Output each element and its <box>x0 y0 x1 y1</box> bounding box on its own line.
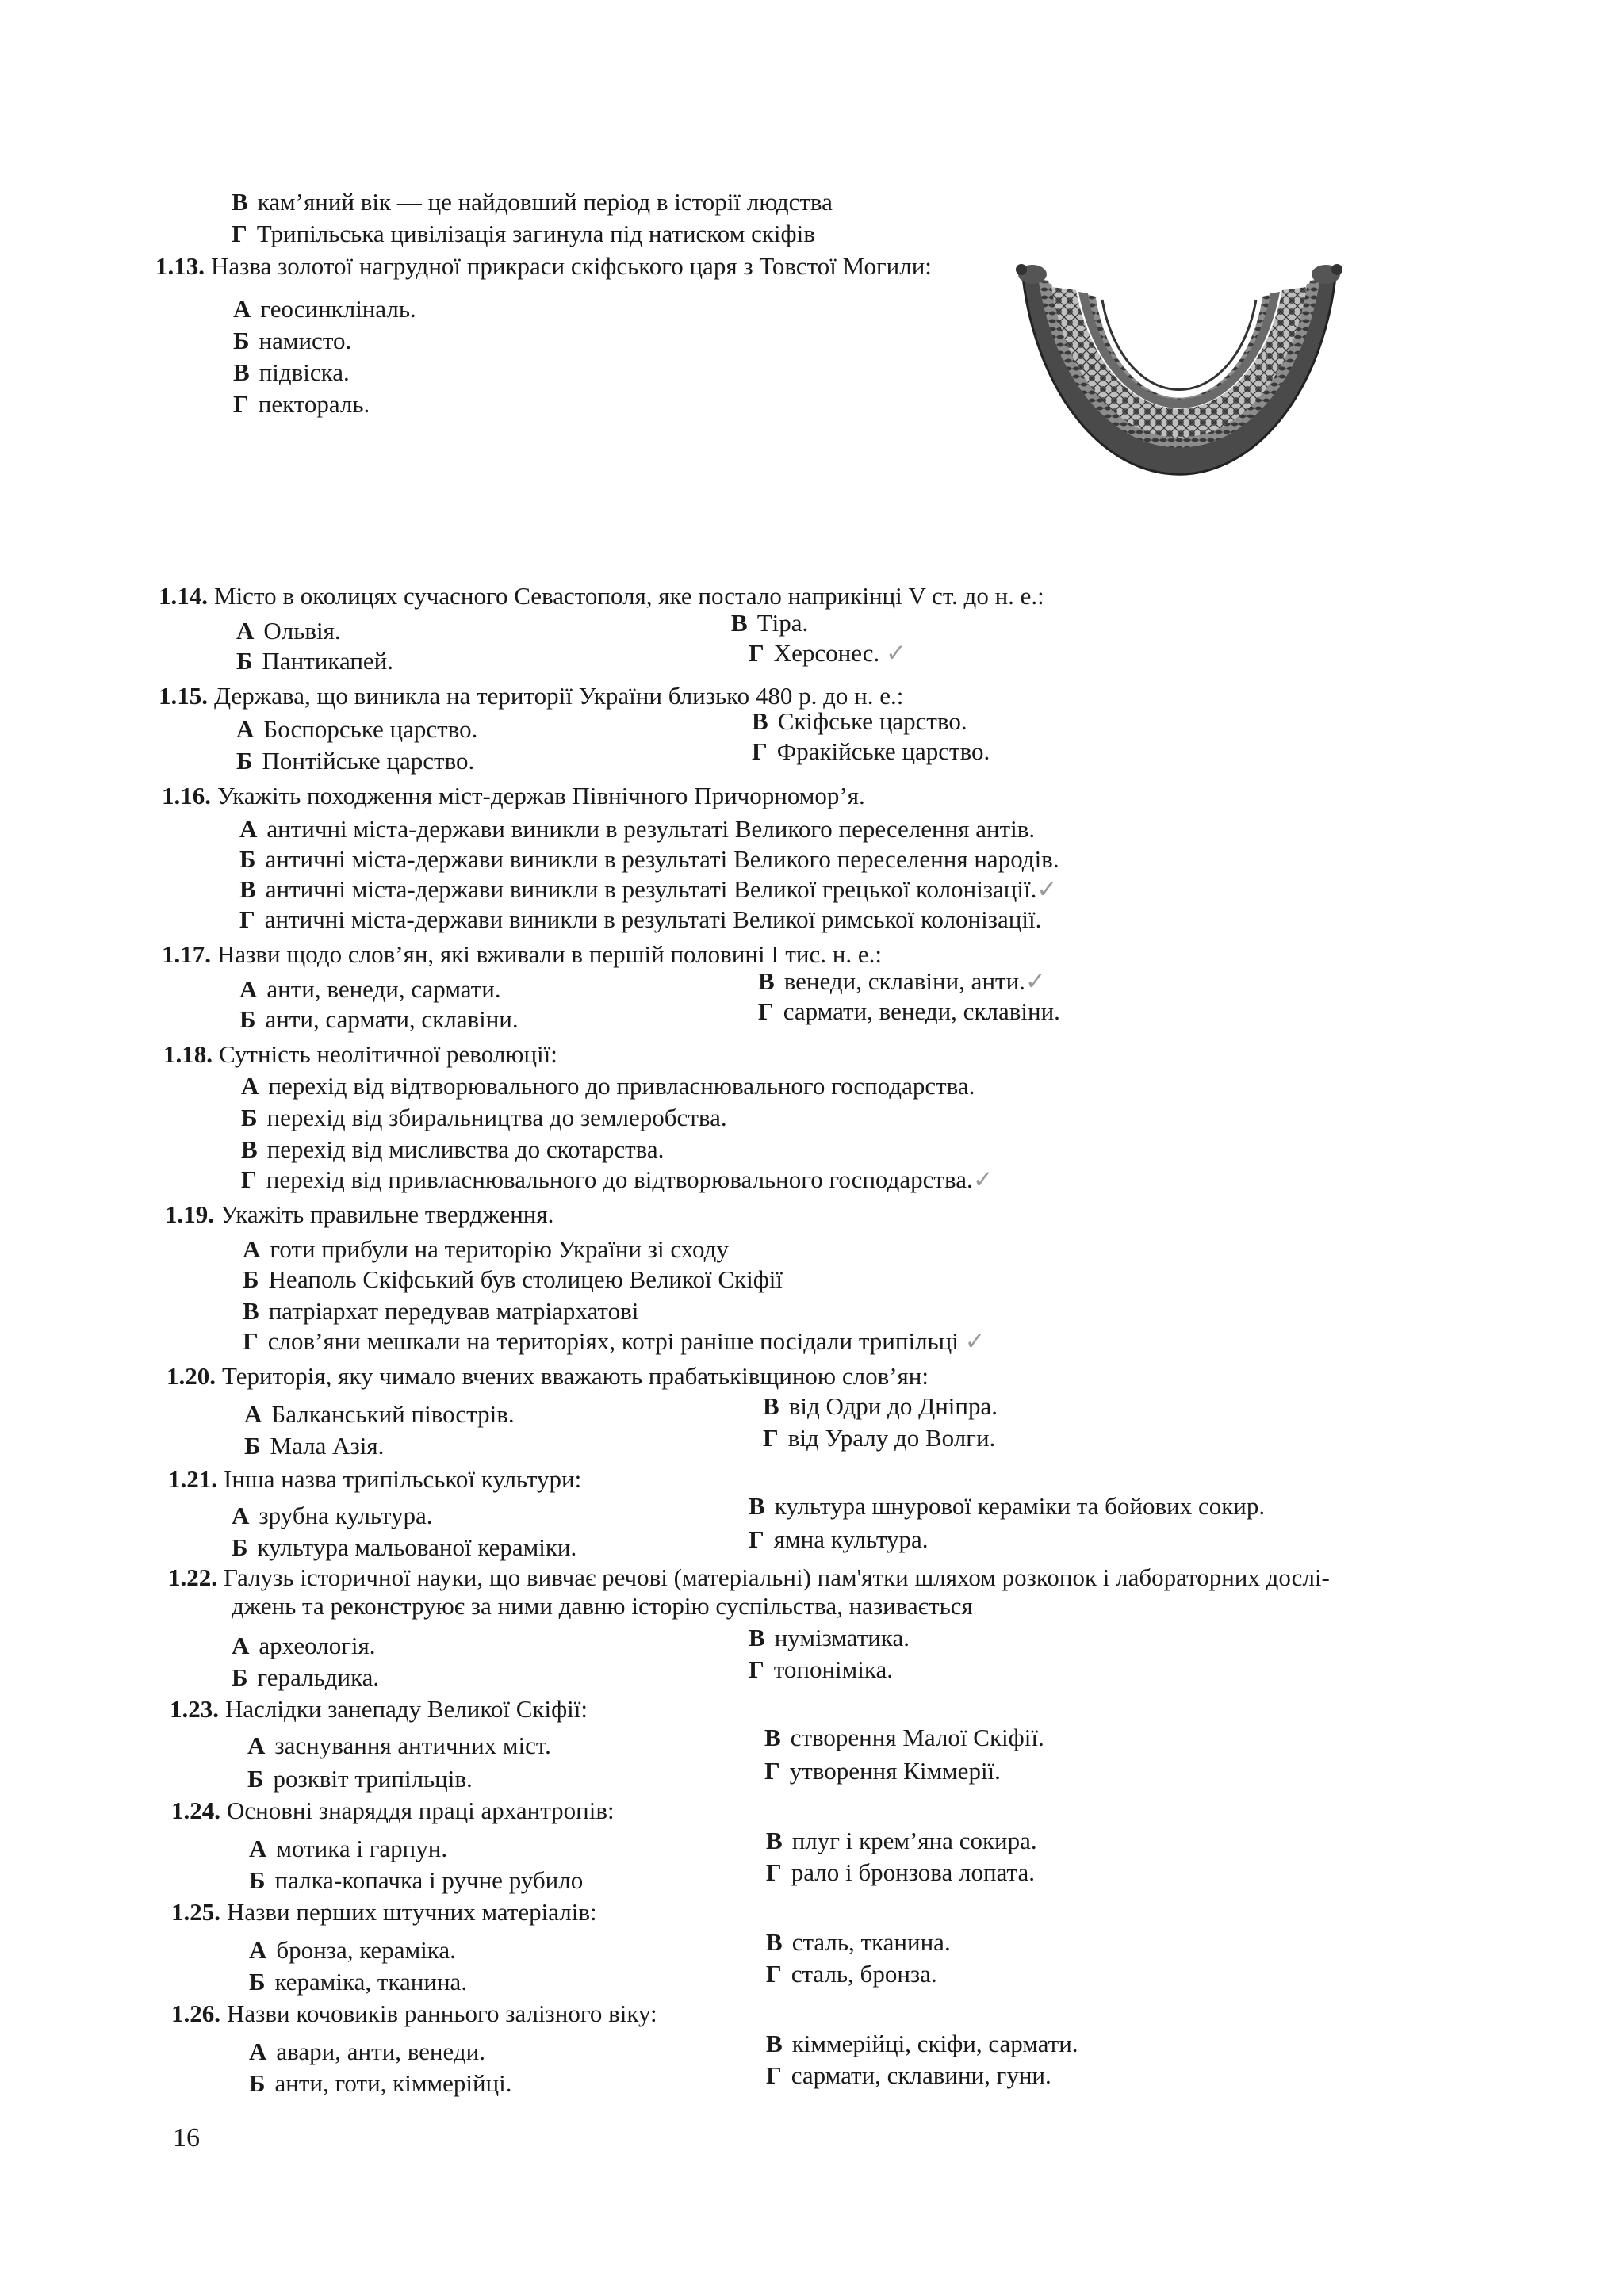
option-line <box>249 1868 583 1892</box>
option-text: Мала Азія. <box>270 1432 385 1460</box>
option-text: перехід від відтворювального до привласнювального господарства. <box>268 1072 975 1100</box>
option-text: сталь, бронза. <box>791 1960 937 1988</box>
option-letter: Г <box>766 1960 782 1988</box>
question-number: 1.13. <box>155 252 205 280</box>
option-line <box>243 1329 986 1353</box>
option-text: Скіфське царство. <box>777 707 967 735</box>
option-text: нумізматика. <box>774 1624 910 1651</box>
option-line <box>243 1267 783 1292</box>
option-letter: Б <box>241 1104 258 1131</box>
option-line <box>233 297 416 321</box>
option-text: розквіт трипільців. <box>273 1765 473 1793</box>
question-text: Територія, яку чимало вчених вважають прабатьківщиною слов’ян: <box>222 1362 929 1390</box>
option-line <box>249 2039 485 2064</box>
question-text: Держава, що виникла на території України близько 480 р. до н. е.: <box>214 682 904 710</box>
option-line <box>749 1657 893 1682</box>
question-1-15 <box>159 683 903 708</box>
page-number: 16 <box>173 2123 200 2152</box>
question-text: Інша назва трипільської культури: <box>224 1465 582 1493</box>
question-number: 1.24. <box>171 1797 220 1824</box>
question-text: Укажіть правильне твердження. <box>220 1200 554 1228</box>
question-number: 1.22. <box>168 1563 217 1591</box>
option-text: створення Малої Скіфії. <box>790 1724 1044 1751</box>
option-text: геосинкліналь. <box>260 295 416 323</box>
option-text: Понтійське царство. <box>262 747 475 775</box>
option-line <box>232 1665 379 1689</box>
question-1-19 <box>165 1202 553 1226</box>
question-text: Назва золотої нагрудної прикраси скіфського царя з Товстої Могили: <box>211 252 932 280</box>
option-letter: А <box>247 1732 266 1759</box>
option-letter: В <box>243 1297 259 1325</box>
option-text: сталь, тканина. <box>791 1928 951 1956</box>
option-text: ямна культура. <box>773 1525 929 1553</box>
option-text: пектораль. <box>258 390 370 418</box>
option-text: Тіра. <box>756 609 809 637</box>
option-letter: В <box>232 188 248 216</box>
option-text: перехід від мисливства до скотарства. <box>266 1135 665 1163</box>
option-line <box>232 221 815 246</box>
check-mark-icon: ✓ <box>958 1327 986 1355</box>
question-number: 1.14. <box>159 582 208 610</box>
option-line <box>764 1725 1044 1750</box>
option-line <box>239 907 1041 932</box>
option-text: плуг і крем’яна сокира. <box>791 1827 1037 1854</box>
option-letter: А <box>232 1502 250 1529</box>
option-line <box>232 1535 576 1559</box>
question-1-21 <box>168 1467 581 1491</box>
option-line <box>766 1930 951 1954</box>
option-line <box>239 817 1035 841</box>
question-text: Наслідки занепаду Великої Скіфії: <box>225 1695 588 1723</box>
option-line <box>244 1402 515 1426</box>
option-line <box>766 1860 1035 1885</box>
option-letter: Б <box>239 845 256 873</box>
option-text: Фракійське царство. <box>776 737 990 765</box>
option-letter: Г <box>764 1757 780 1785</box>
option-text: мотика і гарпун. <box>276 1835 448 1862</box>
option-text: від Одри до Дніпра. <box>788 1392 998 1420</box>
option-letter: Г <box>752 737 768 765</box>
option-letter: Г <box>749 1525 764 1553</box>
option-letter: А <box>232 1632 250 1659</box>
option-text: заснування античних міст. <box>274 1732 551 1759</box>
option-letter: Г <box>233 390 249 418</box>
option-line <box>249 1938 456 1962</box>
option-letter: В <box>766 1928 783 1956</box>
option-letter: В <box>752 707 768 735</box>
check-mark-icon: ✓ <box>972 1165 994 1193</box>
option-letter: В <box>763 1392 779 1420</box>
option-line <box>239 877 1057 901</box>
option-text: античні міста-держави виникли в результаті Великої грецької колонізації. <box>265 875 1037 903</box>
option-text: анти, венеди, сармати. <box>266 975 501 1003</box>
option-text: Неаполь Скіфський був столицею Великої Скіфії <box>268 1265 783 1293</box>
option-text: намисто. <box>259 327 352 354</box>
option-text: бронза, кераміка. <box>276 1936 456 1964</box>
question-1-14 <box>159 584 1044 608</box>
option-text: Ольвія. <box>263 617 341 645</box>
option-letter: В <box>233 358 250 386</box>
option-letter: В <box>766 2030 783 2057</box>
option-letter: Б <box>233 327 250 354</box>
option-line <box>766 1961 937 1986</box>
option-line <box>236 748 474 773</box>
option-text: Трипільська цивілізація загинула під натиском скіфів <box>256 220 815 247</box>
option-letter: Б <box>244 1432 261 1460</box>
option-letter: В <box>749 1492 765 1520</box>
option-text: геральдика. <box>257 1663 380 1691</box>
question-1-16 <box>162 783 865 808</box>
option-letter: В <box>731 609 748 637</box>
question-1-25 <box>171 1900 597 1924</box>
option-letter: В <box>764 1724 781 1751</box>
option-letter: Б <box>232 1533 248 1561</box>
question-1-22 <box>168 1565 1330 1590</box>
option-letter: Б <box>249 1866 266 1894</box>
question-number: 1.25. <box>171 1898 220 1926</box>
question-number: 1.21. <box>168 1465 217 1493</box>
option-line <box>763 1394 998 1418</box>
option-text: рало і бронзова лопата. <box>791 1858 1035 1886</box>
option-text: кам’яний вік — це найдовший період в історії людства <box>257 188 833 216</box>
option-letter: Б <box>236 647 253 675</box>
question-1-17 <box>162 942 882 966</box>
option-letter: В <box>758 967 775 995</box>
option-line <box>766 2031 1078 2056</box>
question-number: 1.16. <box>162 782 211 809</box>
option-line <box>247 1733 551 1758</box>
option-line <box>758 999 1060 1024</box>
option-letter: А <box>249 1835 267 1862</box>
option-letter: А <box>236 715 255 743</box>
option-line <box>249 1969 467 1994</box>
question-number: 1.15. <box>159 682 208 710</box>
question-1-26 <box>171 2001 657 2026</box>
option-line <box>766 1828 1037 1853</box>
option-line <box>232 1633 376 1658</box>
option-text: культура мальованої кераміки. <box>257 1533 577 1561</box>
option-letter: А <box>241 1072 259 1100</box>
option-letter: А <box>239 975 258 1003</box>
option-line <box>752 739 990 763</box>
option-text: палка-копачка і ручне рубило <box>274 1866 584 1894</box>
question-text: Назви перших штучних матеріалів: <box>227 1898 597 1926</box>
option-text: Боспорське царство. <box>263 715 478 743</box>
option-text: сармати, венеди, склавіни. <box>783 997 1060 1025</box>
option-letter: Г <box>766 2061 782 2089</box>
option-line <box>249 1836 447 1861</box>
option-letter: А <box>239 815 258 843</box>
option-line <box>749 641 906 665</box>
question-number: 1.18. <box>163 1040 213 1068</box>
option-text: культура шнурової кераміки та бойових сокир. <box>774 1492 1266 1520</box>
option-letter: А <box>249 1936 267 1964</box>
question-number: 1.20. <box>167 1362 216 1390</box>
option-letter: Г <box>763 1424 779 1452</box>
option-line <box>233 392 370 416</box>
option-letter: А <box>244 1400 262 1428</box>
question-1-22-continued <box>232 1594 973 1618</box>
question-text: Назви кочовиків раннього залізного віку: <box>227 1999 657 2027</box>
question-1-18 <box>163 1042 557 1066</box>
option-letter: В <box>766 1827 783 1854</box>
option-line <box>758 969 1046 993</box>
option-text: зрубна культура. <box>259 1502 433 1529</box>
option-text: утворення Кіммерії. <box>789 1757 1001 1785</box>
option-line <box>236 618 341 643</box>
question-text: Назви щодо слов’ян, які вживали в першій половині І тис. н. е.: <box>217 940 882 968</box>
option-letter: А <box>243 1235 261 1263</box>
option-text: топоніміка. <box>773 1655 893 1683</box>
option-text: Пантикапей. <box>262 647 394 675</box>
option-letter: Б <box>236 747 253 775</box>
option-letter: Б <box>243 1265 259 1293</box>
option-line <box>236 717 477 741</box>
question-text: Основні знаряддя праці архантропів: <box>227 1797 615 1824</box>
option-line <box>233 328 351 353</box>
option-line <box>243 1237 729 1261</box>
option-text: античні міста-держави виникли в результаті Великої римської колонізації. <box>264 905 1042 933</box>
option-text: перехід від збиральництва до землеробства. <box>266 1104 727 1131</box>
option-text: авари, анти, венеди. <box>276 2038 485 2065</box>
option-line <box>241 1137 664 1161</box>
check-mark-icon: ✓ <box>879 639 907 667</box>
option-letter: Б <box>239 1005 256 1033</box>
option-text: венеди, склавіни, анти. <box>783 967 1025 995</box>
question-text: Укажіть походження міст-держав Північного Причорномор’я. <box>217 782 865 809</box>
check-mark-icon: ✓ <box>1036 875 1058 903</box>
question-1-20 <box>167 1364 929 1388</box>
option-letter: Б <box>232 1663 248 1691</box>
option-line <box>232 189 833 214</box>
option-letter: А <box>249 2038 267 2065</box>
option-letter: А <box>236 617 255 645</box>
option-text: патріархат передував матріархатові <box>268 1297 639 1325</box>
option-letter: Г <box>749 639 764 667</box>
option-letter: Г <box>749 1655 764 1683</box>
option-letter: В <box>239 875 256 903</box>
option-line <box>749 1625 910 1650</box>
option-text: анти, сармати, склавіни. <box>265 1005 519 1033</box>
question-1-13 <box>155 254 932 278</box>
pectoral-image <box>1009 262 1350 563</box>
option-letter: Г <box>243 1327 259 1355</box>
option-letter: Б <box>249 2069 266 2097</box>
option-text: від Уралу до Волги. <box>787 1424 996 1452</box>
option-letter: Г <box>766 1858 782 1886</box>
option-letter: Г <box>239 905 255 933</box>
option-line <box>247 1766 473 1791</box>
question-number: 1.19. <box>165 1200 214 1228</box>
question-text: джень та реконструює за ними давню історію суспільства, називається <box>232 1592 973 1620</box>
option-line <box>243 1299 638 1323</box>
option-letter: А <box>233 295 251 323</box>
option-line <box>241 1073 975 1098</box>
question-1-23 <box>170 1697 588 1721</box>
option-line <box>763 1425 995 1450</box>
option-letter: Г <box>232 220 247 247</box>
option-text: Херсонес. <box>773 639 880 667</box>
option-letter: Б <box>249 1968 266 1996</box>
option-text: кераміка, тканина. <box>274 1968 468 1996</box>
option-line <box>766 2063 1051 2087</box>
option-line <box>749 1494 1265 1518</box>
option-letter: Г <box>758 997 774 1025</box>
option-line <box>764 1758 1001 1783</box>
question-number: 1.26. <box>171 1999 220 2027</box>
option-line <box>233 360 350 385</box>
option-letter: В <box>749 1624 765 1651</box>
option-text: кіммерійці, скіфи, сармати. <box>791 2030 1078 2057</box>
option-text: Балканський півострів. <box>271 1400 515 1428</box>
option-line <box>752 709 967 733</box>
option-line <box>239 847 1059 871</box>
option-text: слов’яни мешкали на територіях, котрі раніше посідали трипільці <box>267 1327 959 1355</box>
option-text: готи прибули на територію України зі сходу <box>270 1235 729 1263</box>
option-text: перехід від привласнювального до відтворювального господарства. <box>266 1165 973 1193</box>
question-number: 1.23. <box>170 1695 219 1723</box>
question-text: Сутність неолітичної революції: <box>219 1040 557 1068</box>
question-1-24 <box>171 1798 615 1823</box>
option-letter: Б <box>247 1765 264 1793</box>
option-line <box>236 649 393 673</box>
option-text: античні міста-держави виникли в результаті Великого переселення народів. <box>265 845 1059 873</box>
question-text: Місто в околицях сучасного Севастополя, яке постало наприкінці V ст. до н. е.: <box>214 582 1044 610</box>
option-text: анти, готи, кіммерійці. <box>274 2069 512 2097</box>
option-line <box>232 1503 433 1528</box>
option-line <box>249 2071 511 2095</box>
option-line <box>731 610 808 635</box>
question-text: Галузь історичної науки, що вивчає речові (матеріальні) пам'ятки шляхом розкопок і лабораторних дослі- <box>224 1563 1330 1591</box>
option-letter: Г <box>241 1165 257 1193</box>
check-mark-icon: ✓ <box>1025 967 1046 995</box>
option-line <box>241 1105 727 1130</box>
option-line <box>239 977 501 1001</box>
option-line <box>244 1433 384 1458</box>
question-number: 1.17. <box>162 940 211 968</box>
option-text: підвіска. <box>259 358 350 386</box>
option-text: археологія. <box>259 1632 376 1659</box>
option-text: античні міста-держави виникли в результаті Великого переселення антів. <box>266 815 1036 843</box>
option-line <box>241 1167 994 1192</box>
option-text: сармати, склавини, гуни. <box>791 2061 1051 2089</box>
option-line <box>239 1007 519 1031</box>
option-letter: В <box>241 1135 258 1163</box>
option-line <box>749 1527 929 1552</box>
